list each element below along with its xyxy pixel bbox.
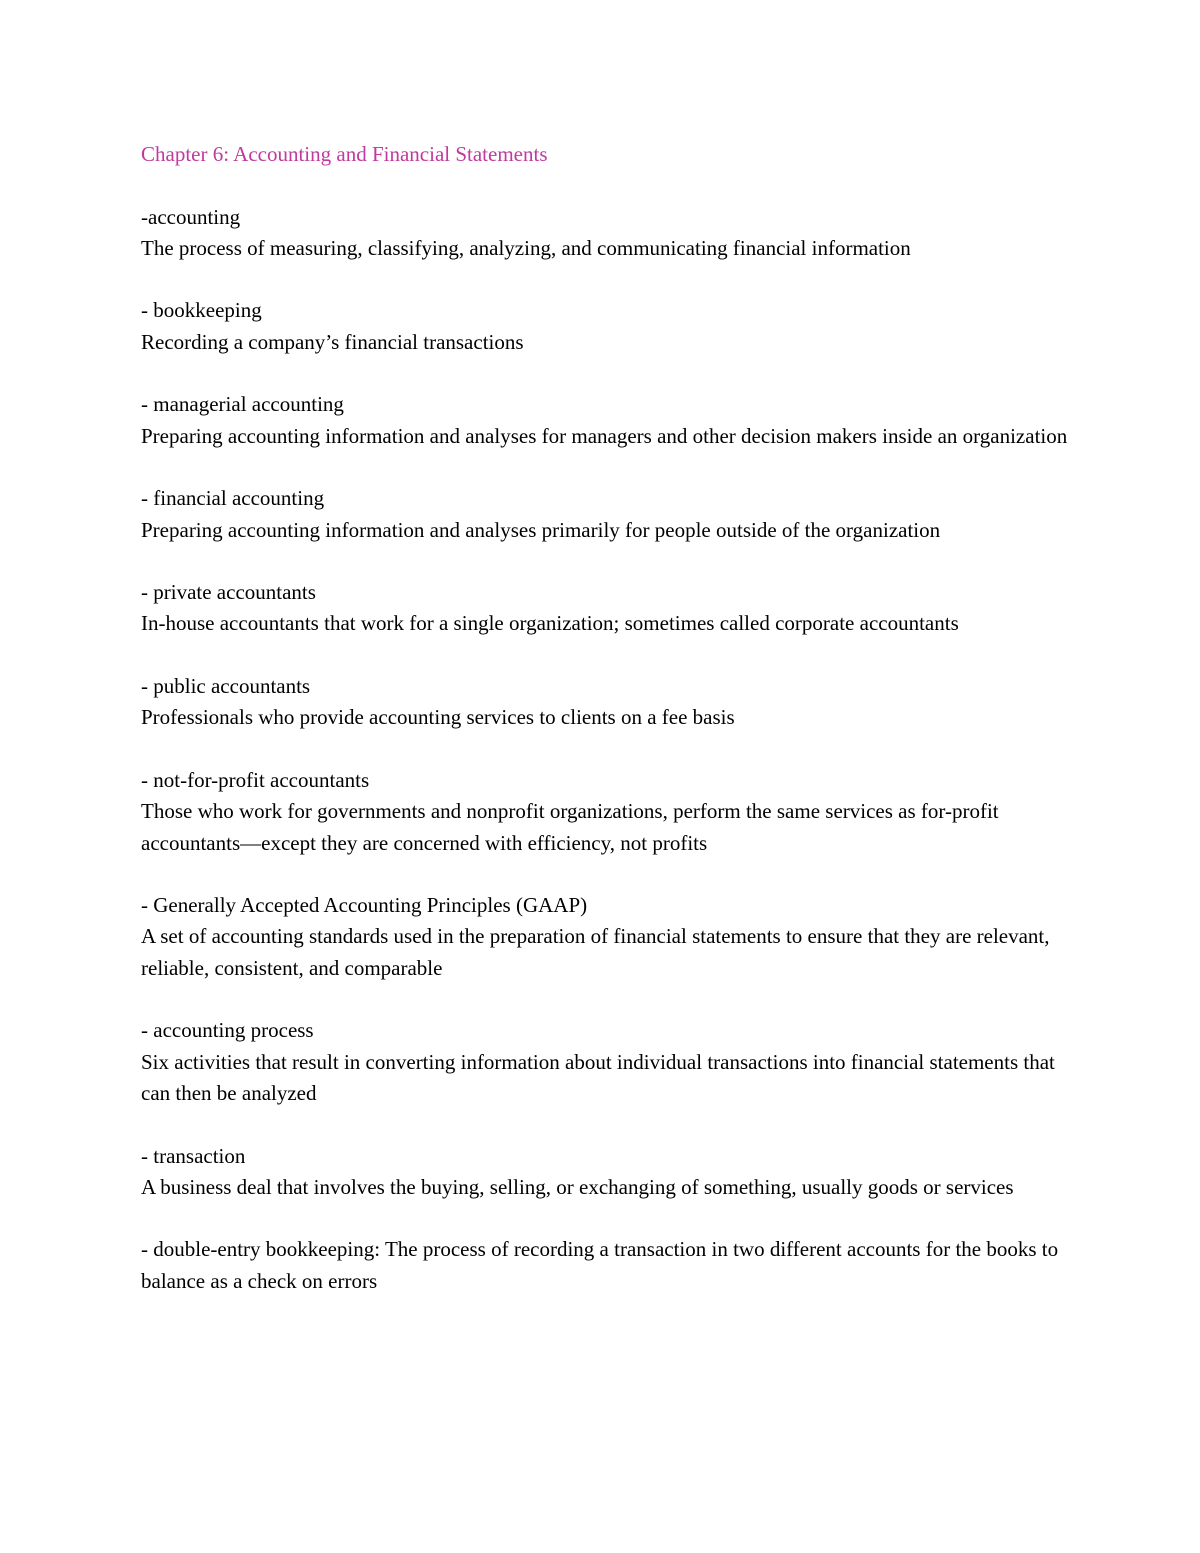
entry-definition: In-house accountants that work for a single organization; sometimes called corporate accountants	[141, 611, 959, 636]
entry-term: -accounting	[141, 204, 241, 229]
entry-definition: Six activities that result in converting information about individual transactions into financial statements that can then be analyzed	[141, 1049, 1055, 1105]
glossary-entry	[141, 765, 1071, 859]
glossary-entry	[141, 1015, 1071, 1109]
entry-definition: A business deal that involves the buying, selling, or exchanging of something, usually goods or services	[141, 1174, 1014, 1199]
glossary-entry	[141, 389, 1071, 452]
glossary-entry-inline: - double-entry bookkeeping: The process of recording a transaction in two different accounts for the books to balance as a check on errors	[141, 1237, 1059, 1293]
entry-definition: Recording a company’s financial transactions	[141, 329, 524, 354]
glossary-entry	[141, 1141, 1071, 1204]
entry-definition: Preparing accounting information and analyses for managers and other decision makers inside an organization	[141, 423, 1068, 448]
entry-term: - accounting process	[141, 1018, 314, 1043]
glossary-entry	[141, 577, 1071, 640]
chapter-title: Chapter 6: Accounting and Financial Statements	[141, 142, 548, 166]
entry-term: - transaction	[141, 1143, 246, 1168]
glossary-entry	[141, 202, 1071, 265]
entry-term: - not-for-profit accountants	[141, 767, 370, 792]
entry-term: - managerial accounting	[141, 392, 344, 417]
entry-definition: Professionals who provide accounting services to clients on a fee basis	[141, 705, 735, 730]
glossary-entry	[141, 483, 1071, 546]
document-body	[141, 139, 1071, 1297]
glossary-entry	[141, 295, 1071, 358]
entry-definition: A set of accounting standards used in the preparation of financial statements to ensure that they are relevant, reliable, consistent, and comparable	[141, 924, 1050, 980]
entry-term: - financial accounting	[141, 486, 325, 511]
entry-term: - bookkeeping	[141, 298, 262, 323]
entry-term: - public accountants	[141, 674, 311, 699]
entry-definition: Those who work for governments and nonprofit organizations, perform the same services as for-profit accountants—except they are concerned with efficiency, not profits	[141, 799, 999, 855]
glossary-entry	[141, 890, 1071, 984]
glossary-entry	[141, 671, 1071, 734]
entry-term: - private accountants	[141, 580, 316, 605]
entry-term: - Generally Accepted Accounting Principles (GAAP)	[141, 893, 588, 918]
entry-definition: The process of measuring, classifying, analyzing, and communicating financial information	[141, 235, 911, 260]
entry-definition: Preparing accounting information and analyses primarily for people outside of the organization	[141, 517, 941, 542]
